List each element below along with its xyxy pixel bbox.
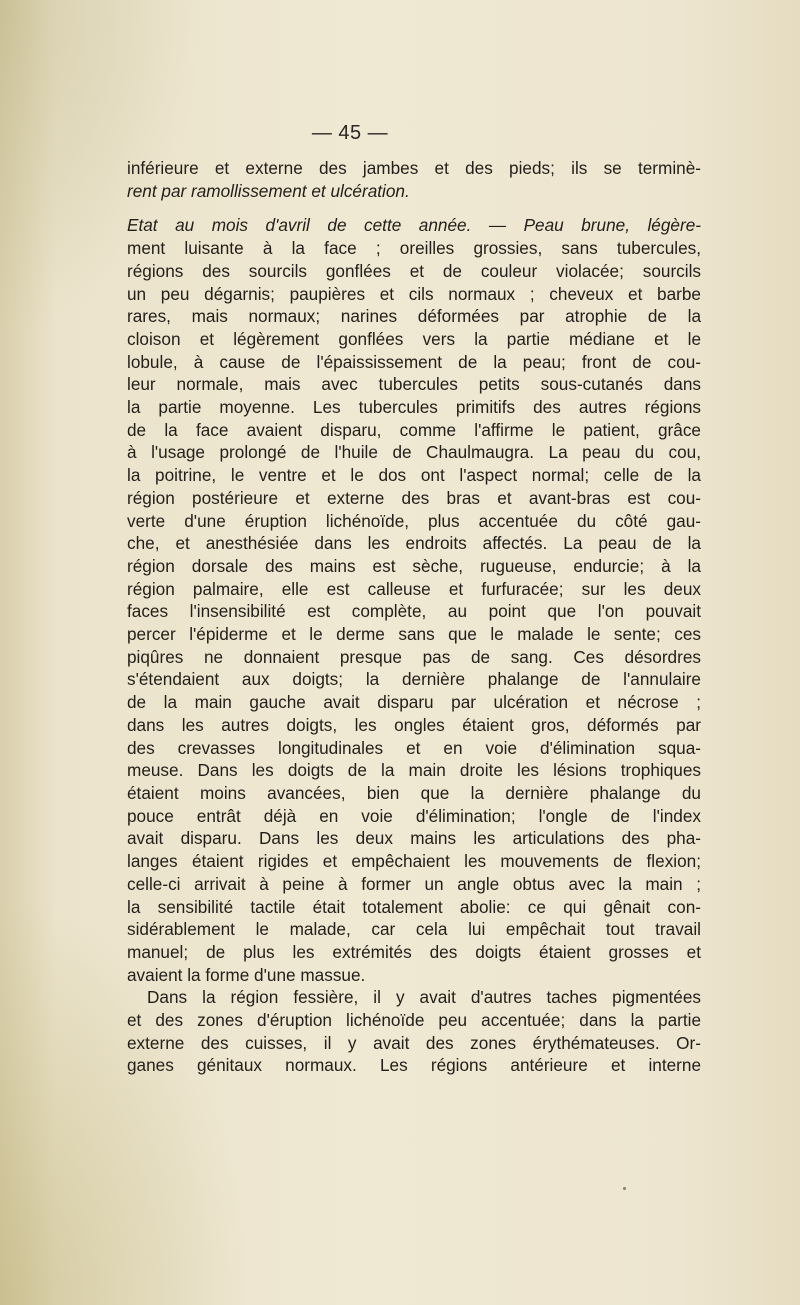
text-line: région dorsale des mains est sèche, rugueuse, endurcie; à la — [127, 555, 701, 576]
text-line: faces l'insensibilité est complète, au point que l'on pouvait — [127, 601, 701, 622]
text-line: la sensibilité tactile était totalement abolie: ce qui gênait con- — [127, 896, 701, 917]
text-line: avaient la forme d'une massue. — [127, 964, 366, 985]
text-line: ganes génitaux normaux. Les régions antérieure et interne — [127, 1055, 701, 1076]
text-line: celle-ci arrivait à peine à former un angle obtus avec la main ; — [127, 873, 701, 894]
text-line: inférieure et externe des jambes et des pieds; ils se terminè- — [127, 158, 701, 178]
page-number: — 45 — — [311, 122, 389, 144]
text-line: langes étaient rigides et empêchaient les mouvements de flexion; — [127, 851, 701, 872]
text-line: manuel; de plus les extrémités des doigts étaient grosses et — [127, 941, 701, 962]
paragraph-gap — [127, 202, 701, 214]
text-line-italic-heading: Etat au mois d'avril de cette année. — Peau brune, légère- — [127, 215, 701, 236]
text-line: cloison et légèrement gonflées vers la partie médiane et le — [127, 328, 701, 349]
text-line: che, et anesthésiée dans les endroits affectés. La peau de la — [127, 533, 701, 554]
text-line: sidérablement le malade, car cela lui empêchait tout travail — [127, 919, 701, 940]
text-line: régions des sourcils gonflées et de couleur violacée; sourcils — [127, 260, 701, 281]
text-line: des crevasses longitudinales et en voie d'élimination squa- — [127, 737, 701, 758]
text-line: Dans la région fessière, il y avait d'autres taches pigmentées — [147, 987, 701, 1008]
text-line: de la main gauche avait disparu par ulcération et nécrose ; — [127, 692, 701, 713]
text-line: piqûres ne donnaient presque pas de sang. Ces désordres — [127, 646, 701, 667]
paragraph-gluteal-region — [127, 986, 701, 1077]
paragraph-state-april — [127, 214, 701, 986]
paragraph-continuation — [127, 157, 701, 202]
text-line: rares, mais normaux; narines déformées par atrophie de la — [127, 306, 701, 327]
text-line: percer l'épiderme et le derme sans que le malade le sente; ces — [127, 624, 701, 645]
text-line: dans les autres doigts, les ongles étaient gros, déformés par — [127, 714, 701, 735]
text-line: pouce entrât déjà en voie d'élimination; l'ongle de l'index — [127, 805, 701, 826]
text-line: lobule, à cause de l'épaississement de la peau; front de cou- — [127, 351, 701, 372]
text-line: la partie moyenne. Les tubercules primitifs des autres régions — [127, 397, 701, 418]
text-line: verte d'une éruption lichénoïde, plus accentuée du côté gau- — [127, 510, 701, 531]
text-line: étaient moins avancées, bien que la dernière phalange du — [127, 782, 701, 803]
text-line: la poitrine, le ventre et le dos ont l'aspect normal; celle de la — [127, 465, 701, 486]
text-line: avait disparu. Dans les deux mains les articulations des pha- — [127, 828, 701, 849]
body-text — [127, 157, 701, 1077]
text-line: externe des cuisses, il y avait des zones érythémateuses. Or- — [127, 1032, 701, 1053]
text-line: leur normale, mais avec tubercules petits sous-cutanés dans — [127, 374, 701, 395]
text-line: de la face avaient disparu, comme l'affirme le patient, grâce — [127, 419, 701, 440]
paper-speck — [623, 1187, 626, 1190]
text-line: à l'usage prolongé de l'huile de Chaulmaugra. La peau du cou, — [127, 442, 701, 463]
text-line-italic: rent par ramollissement et ulcération. — [127, 180, 410, 201]
text-line: un peu dégarnis; paupières et cils normaux ; cheveux et barbe — [127, 283, 701, 304]
text-line: s'étendaient aux doigts; la dernière phalange de l'annulaire — [127, 669, 701, 690]
text-line: région postérieure et externe des bras et avant-bras est cou- — [127, 487, 701, 508]
text-line: et des zones d'éruption lichénoïde peu accentuée; dans la partie — [127, 1010, 701, 1031]
text-line: meuse. Dans les doigts de la main droite les lésions trophiques — [127, 760, 701, 781]
text-line: région palmaire, elle est calleuse et furfuracée; sur les deux — [127, 578, 701, 599]
text-line: ment luisante à la face ; oreilles grossies, sans tubercules, — [127, 238, 701, 259]
